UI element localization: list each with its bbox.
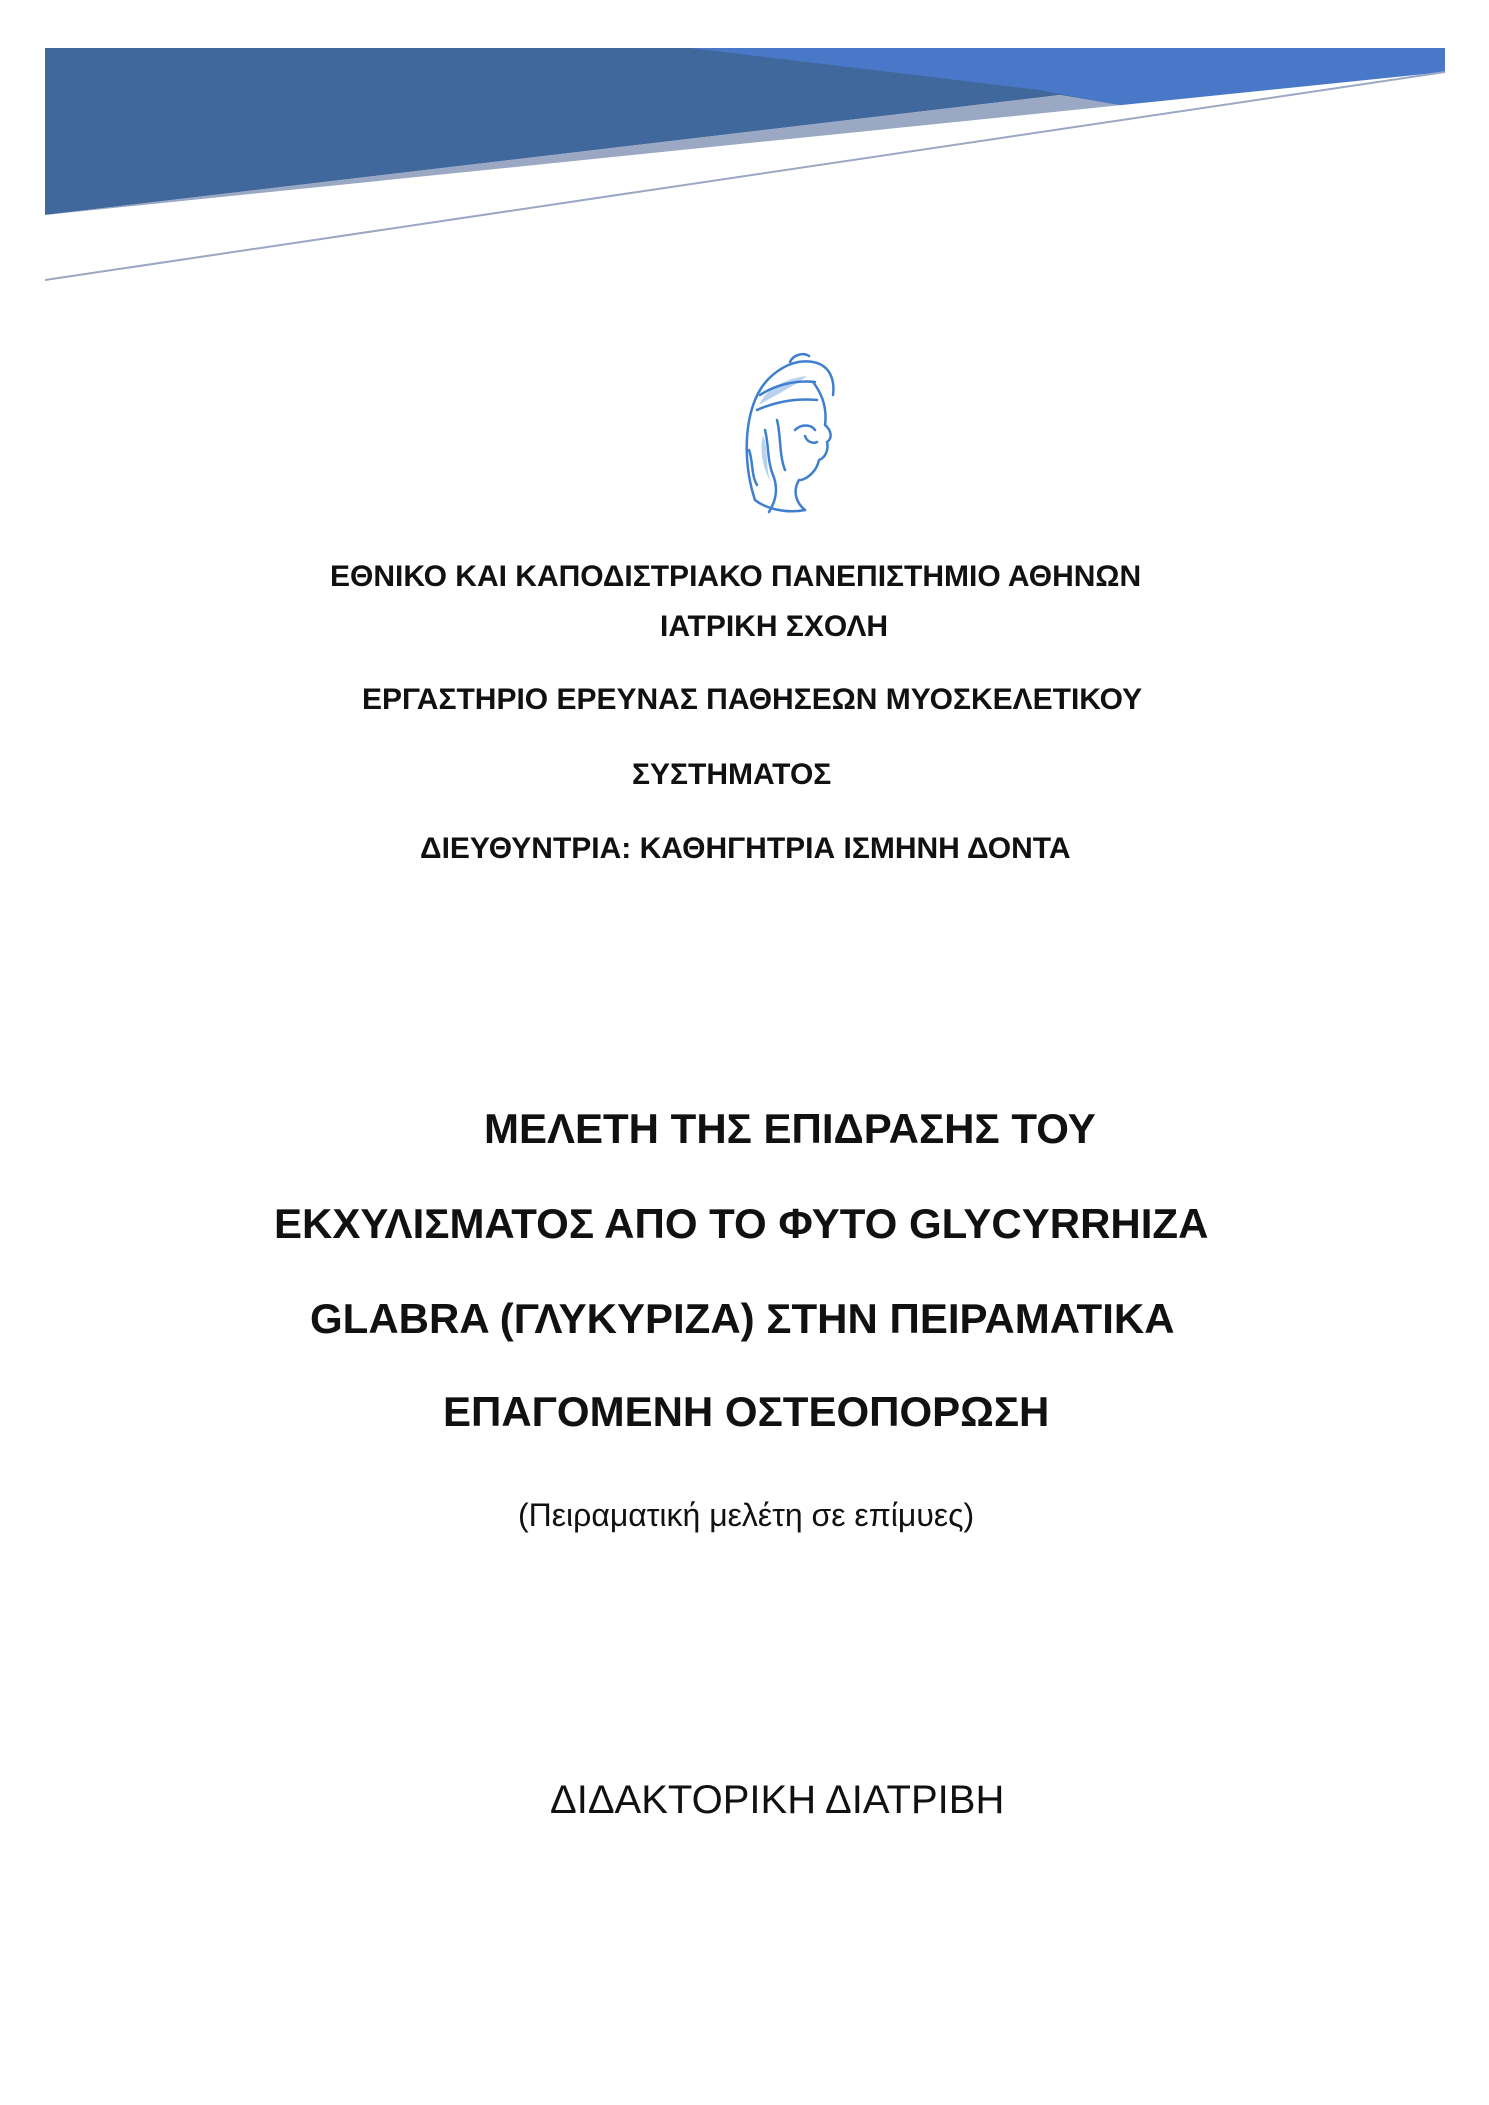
banner-white-bottom [0, 285, 1489, 300]
athena-head-icon [735, 350, 845, 520]
header-banner [0, 0, 1489, 300]
